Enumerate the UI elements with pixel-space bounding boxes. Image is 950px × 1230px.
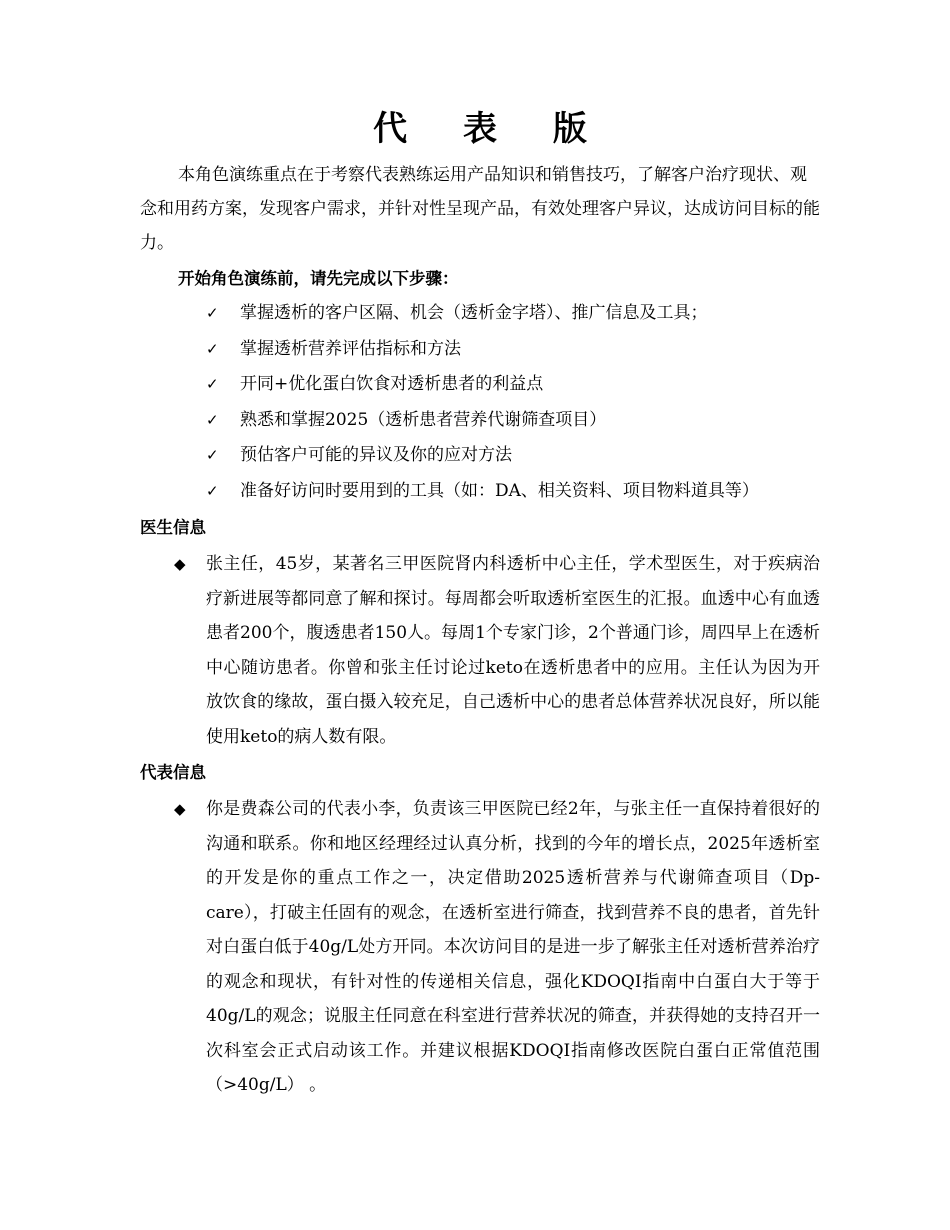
check-icon: ✓: [206, 410, 219, 429]
list-item-text: 开同+优化蛋白饮食对透析患者的利益点: [240, 374, 544, 394]
doctor-info-heading: 医生信息: [140, 518, 206, 537]
check-icon: ✓: [206, 339, 219, 358]
check-icon: ✓: [206, 375, 219, 393]
rep-info-text: 你是费森公司的代表小李，负责该三甲医院已经2年，与张主任一直保持着很好的沟通和联系。你和地区经理经过认真分析，找到的今年的增长点，2025年透析室的开发是你的重点工作之一，决定借助2025透析营养与代谢筛查项目（Dp-care），打破主任固有的观念，在透析室进行筛查，找到营养不良的患者，首先针对白蛋白低于40g/L处方开同。本次访问目的是进一步了解张主任对透析营养治疗的观念和现状，有针对性的传递相关信息，强化KDOQI指南中白蛋白大于等于40g/L的观念；说服主任同意在科室进行营养状况的筛查，并获得她的支持召开一次科室会正式启动该工作。并建议根据KDOQI指南修改医院白蛋白正常值范围（>40g/L） 。: [206, 799, 820, 1095]
prep-steps-heading: 开始角色演练前，请先完成以下步骤：: [178, 269, 459, 288]
list-item: [206, 474, 820, 510]
check-icon: ✓: [206, 446, 219, 464]
document-title: 代 表 版: [373, 109, 609, 149]
list-item: [206, 438, 820, 474]
diamond-icon: ◆: [174, 800, 186, 818]
diamond-icon: ◆: [174, 555, 186, 573]
doctor-info-block: [140, 547, 820, 754]
rep-info-heading: 代表信息: [140, 763, 206, 782]
list-item-text: 掌握透析的客户区隔、机会（透析金字塔）、推广信息及工具；: [240, 303, 708, 323]
rep-info-block: [140, 792, 820, 1103]
doctor-info-text: 张主任，45岁，某著名三甲医院肾内科透析中心主任，学术型医生，对于疾病治疗新进展等都同意了解和探讨。每周都会听取透析室医生的汇报。血透中心有血透患者200个，腹透患者150人。每周1个专家门诊，2个普通门诊，周四早上在透析中心随访患者。你曾和张主任讨论过keto在透析患者中的应用。主任认为因为开放饮食的缘故，蛋白摄入较充足，自己透析中心的患者总体营养状况良好，所以能使用keto的病人数有限。: [206, 554, 820, 747]
intro-paragraph: 本角色演练重点在于考察代表熟练运用产品知识和销售技巧，了解客户治疗现状、观念和用药方案，发现客户需求，并针对性呈现产品，有效处理客户异议，达成访问目标的能力。: [140, 165, 820, 253]
list-item-text: 熟悉和掌握2025（透析患者营养代谢筛查项目）: [240, 409, 607, 430]
list-item-text: 预估客户可能的异议及你的应对方法: [240, 445, 512, 465]
list-item: [206, 403, 820, 439]
check-icon: ✓: [206, 481, 219, 500]
list-item: [206, 296, 820, 332]
list-item-text: 准备好访问时要用到的工具（如：DA、相关资料、项目物料道具等）: [240, 480, 759, 501]
check-icon: ✓: [206, 304, 219, 322]
list-item: [206, 332, 820, 368]
prep-steps-list: [140, 296, 820, 509]
document-page: [140, 104, 820, 1103]
list-item-text: 掌握透析营养评估指标和方法: [240, 338, 461, 359]
list-item: [206, 367, 820, 403]
